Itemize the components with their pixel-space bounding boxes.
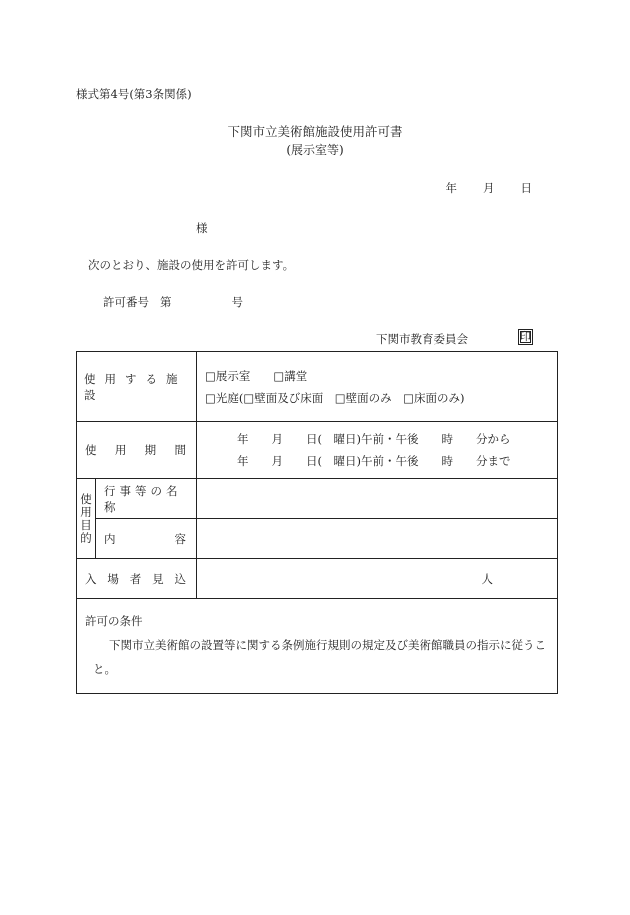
period-to: 年 月 日( 曜日)午前・午後 時 分まで xyxy=(237,454,511,468)
date-line xyxy=(446,180,533,196)
conditions-text: 下関市立美術館の設置等に関する条例施行規則の規定及び美術館職員の指示に従うこと。 xyxy=(93,638,546,676)
permit-number-suffix: 号 xyxy=(231,295,243,309)
form-number: 様式第4号(第3条関係) xyxy=(76,87,192,101)
attendance-label-char: 入 xyxy=(85,571,97,586)
body-text: 次のとおり、施設の使用を許可します。 xyxy=(88,258,295,272)
period-row xyxy=(77,422,558,479)
content-label-char: 容 xyxy=(174,531,186,546)
date-month: 月 xyxy=(483,181,495,195)
conditions-label: 許可の条件 xyxy=(85,614,143,628)
facility-label: 使用する施設 xyxy=(77,352,197,422)
content-label-char: 内 xyxy=(104,531,116,546)
facility-options-line1: □展示室 □講堂 xyxy=(205,368,308,383)
addressee-suffix: 様 xyxy=(196,221,208,235)
date-day: 日 xyxy=(520,181,532,195)
content-label xyxy=(96,519,197,559)
permit-number-prefix: 第 xyxy=(159,295,172,309)
purpose-label-text: 使用目的 xyxy=(80,491,92,545)
attendance-value xyxy=(197,559,558,599)
document-title: 下関市立美術館施設使用許可書 xyxy=(227,124,403,139)
attendance-unit: 人 xyxy=(481,571,493,586)
period-from: 年 月 日( 曜日)午前・午後 時 分から xyxy=(237,432,511,446)
period-label-char: 使 xyxy=(85,443,97,457)
period-values xyxy=(197,422,558,479)
period-label-char: 間 xyxy=(174,443,186,457)
event-name-value xyxy=(197,479,558,519)
attendance-label-char: 見 xyxy=(152,571,164,586)
period-label-char: 用 xyxy=(114,443,127,457)
content-value xyxy=(197,519,558,559)
conditions-cell xyxy=(77,599,558,694)
conditions-row xyxy=(77,599,558,694)
attendance-label-char: 場 xyxy=(107,571,119,586)
period-label xyxy=(77,422,197,479)
period-label-char: 期 xyxy=(144,443,157,457)
document-subtitle: (展示室等) xyxy=(286,143,344,157)
permit-number-label: 許可番号 xyxy=(103,295,149,309)
attendance-label-char: 者 xyxy=(129,571,142,586)
permit-form-table xyxy=(76,351,558,694)
issuer: 下関市教育委員会 xyxy=(376,332,468,346)
event-name-row xyxy=(77,479,558,519)
attendance-label xyxy=(77,559,197,599)
seal-mark: 印 xyxy=(520,330,531,343)
permit-number xyxy=(103,294,243,310)
content-row xyxy=(77,519,558,559)
date-year: 年 xyxy=(445,181,457,195)
facility-row xyxy=(77,352,558,422)
attendance-row xyxy=(77,559,558,599)
facility-options xyxy=(197,352,558,422)
purpose-label xyxy=(77,479,96,559)
facility-options-line2: □光庭(□壁面及び床面 □壁面のみ □床面のみ) xyxy=(205,390,465,405)
attendance-label-char: 込 xyxy=(174,571,186,586)
event-name-label: 行事等の名称 xyxy=(96,479,197,519)
